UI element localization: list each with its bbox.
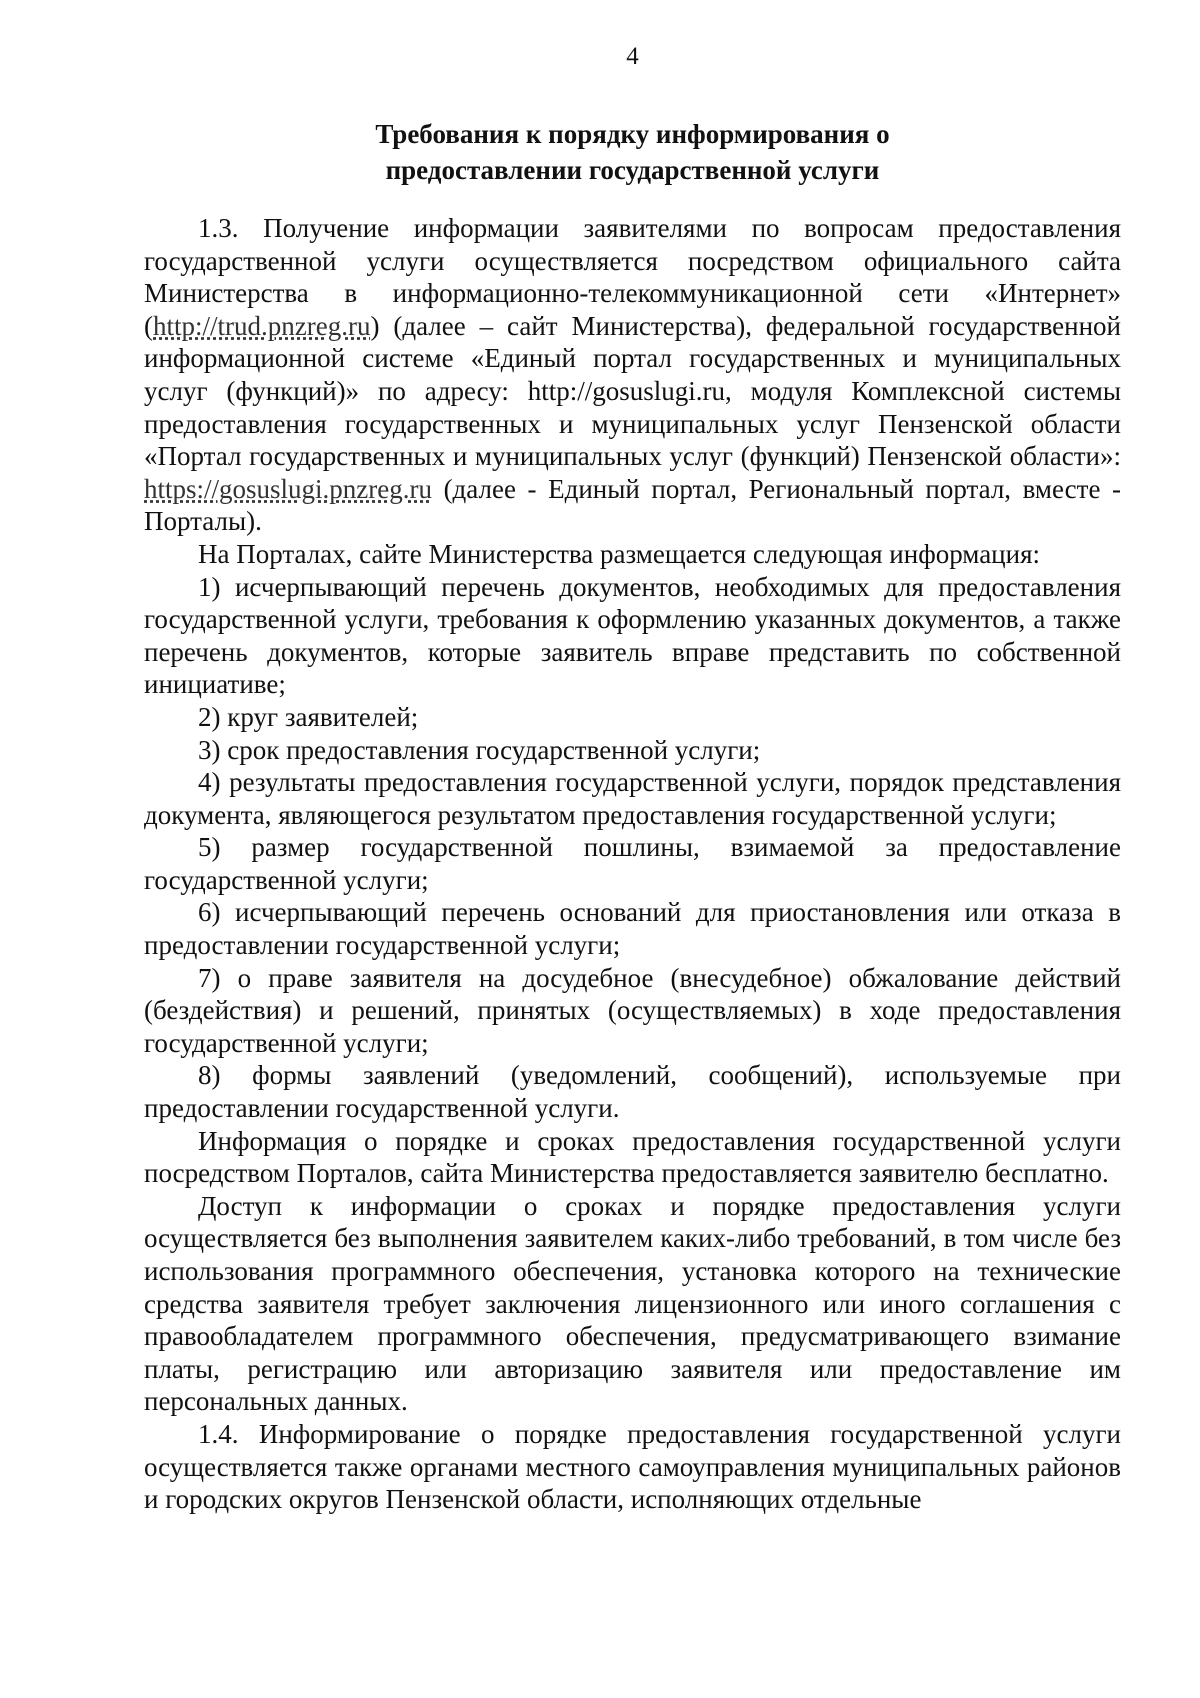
paragraph-1-3-text-c: (далее - Единый портал, Региональный портал, вместе - Порталы). — [144, 473, 1121, 537]
section-title-line-2: предоставлении государственной услуги — [385, 155, 880, 185]
list-item-6: 6) исчерпывающий перечень оснований для приостановления или отказа в предоставлении государственной услуги; — [144, 897, 1121, 961]
paragraph-1-3-text-a: 1.3. Получение информации заявителями по вопросам предоставления государственной услуги осуществляется посредством официального сайта Министерства в информационно-телекоммуникационной сети «Интернет» ( — [144, 213, 1121, 341]
paragraph-1-4: 1.4. Информирование о порядке предоставления государственной услуги осуществляется также органами местного самоуправления муниципальных районов и городских округов Пензенской области, исполняющих отдельные — [144, 1418, 1121, 1515]
paragraph-intro: На Порталах, сайте Министерства размещается следующая информация: — [198, 538, 1040, 569]
list-item-1: 1) исчерпывающий перечень документов, необходимых для предоставления государственной услуги, требования к оформлению указанных документов, а также перечень документов, которые заявитель вправе представить по собственной инициативе; — [144, 571, 1121, 700]
list-item-5: 5) размер государственной пошлины, взимаемой за предоставление государственной услуги; — [144, 832, 1121, 895]
list-item-2: 2) круг заявителей; — [198, 701, 419, 732]
list-item-3: 3) срок предоставления государственной услуги; — [198, 734, 761, 765]
paragraph-1-3 — [144, 212, 1121, 538]
list-item-8: 8) формы заявлений (уведомлений, сообщений), используемые при предоставлении государственной услуги. — [144, 1060, 1121, 1124]
document-body — [144, 212, 1121, 1516]
ministry-site-link[interactable]: http://trud.pnzreg.ru — [153, 310, 371, 341]
regional-portal-link[interactable]: https://gosuslugi.pnzreg.ru — [144, 473, 432, 504]
section-title-line-1: Требования к порядку информирования о — [375, 119, 890, 149]
page-number: 4 — [626, 43, 639, 70]
paragraph-free-info: Информация о порядке и сроках предоставления государственной услуги посредством Порталов, сайта Министерства предоставляется заявителю бесплатно. — [144, 1125, 1121, 1189]
paragraph-1-3-text-b: ) (далее – сайт Министерства), федеральной государственной информационной системе «Единый портал государственных и муниципальных услуг (функций)» по адресу: http://gosuslugi.ru, модуля Комплексной системы предоставления государственных и муниципальных услуг Пензенской области «Портал государственных и муниципальных услуг (функций) Пензенской области»: — [144, 310, 1121, 472]
paragraph-access: Доступ к информации о сроках и порядке предоставления услуги осуществляется без выполнения заявителем каких-либо требований, в том числе без использования программного обеспечения, установка которого на технические средства заявителя требует заключения лицензионного или иного соглашения с правообладателем программного обеспечения, предусматривающего взимание платы, регистрацию или авторизацию заявителя или предоставление им персональных данных. — [144, 1190, 1121, 1417]
list-item-7: 7) о праве заявителя на досудебное (внесудебное) обжалование действий (бездействия) и решений, принятых (осуществляемых) в ходе предоставления государственной услуги; — [144, 962, 1121, 1058]
section-title — [144, 116, 1121, 188]
list-item-4: 4) результаты предоставления государственной услуги, порядок представления документа, являющегося результатом предоставления государственной услуги; — [144, 767, 1121, 830]
